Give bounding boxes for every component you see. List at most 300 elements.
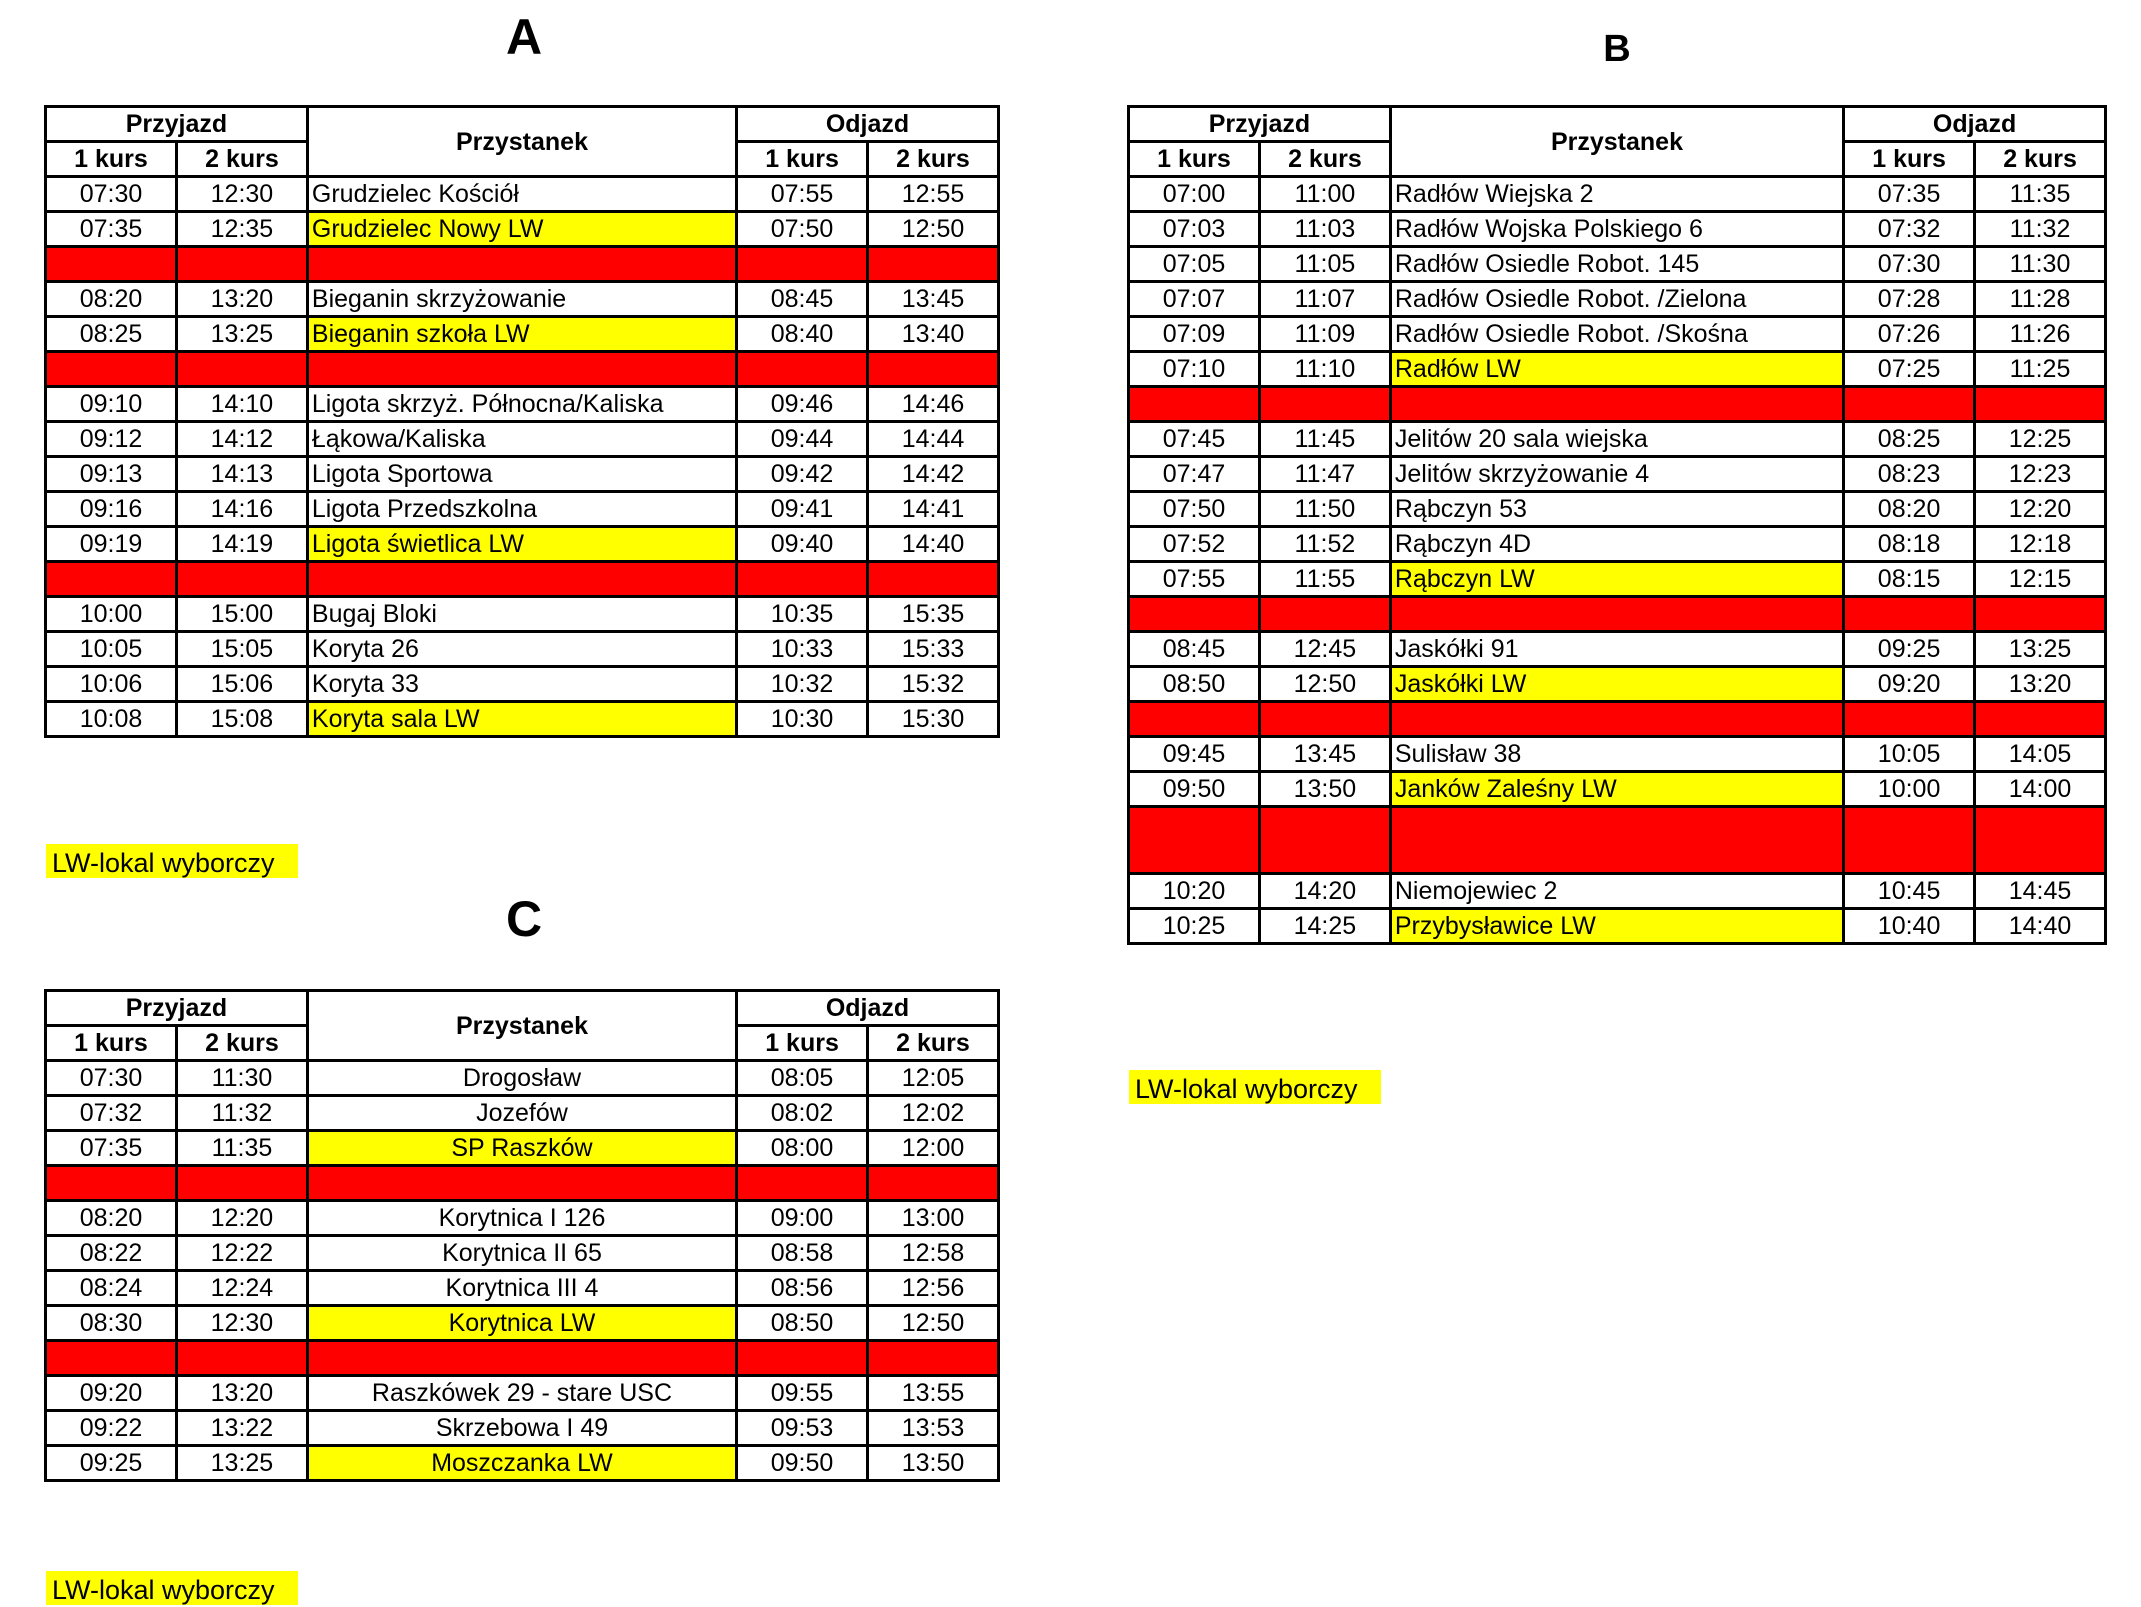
stop-name: Korytnica LW <box>307 1306 736 1341</box>
separator-row <box>1129 597 2106 632</box>
arrival-run2-time: 15:06 <box>176 667 307 702</box>
stop-name: Sulisław 38 <box>1390 737 1843 772</box>
arrival-run1-time: 07:07 <box>1129 282 1260 317</box>
stop-name: Jelitów skrzyżowanie 4 <box>1390 457 1843 492</box>
departure-run1-time: 07:30 <box>1844 247 1975 282</box>
departure-run2-time: 12:23 <box>1975 457 2106 492</box>
separator-cell <box>46 562 177 597</box>
stop-name: Ligota Sportowa <box>307 457 736 492</box>
stop-name: Korytnica II 65 <box>307 1236 736 1271</box>
arrival-run2-time: 14:25 <box>1259 909 1390 944</box>
separator-cell <box>1390 702 1843 737</box>
stop-name: Bieganin skrzyżowanie <box>307 282 736 317</box>
departure-run2-time: 14:05 <box>1975 737 2106 772</box>
stop-name: Korytnica I 126 <box>307 1201 736 1236</box>
departure-run2-time: 14:40 <box>1975 909 2106 944</box>
separator-cell <box>307 352 736 387</box>
stop-name: Radłów LW <box>1390 352 1843 387</box>
separator-row <box>1129 807 2106 874</box>
separator-cell <box>1844 702 1975 737</box>
arrival-run2-time: 14:20 <box>1259 874 1390 909</box>
departure-run1-time: 07:35 <box>1844 177 1975 212</box>
departure-run1-time: 09:20 <box>1844 667 1975 702</box>
arrival-run1-time: 09:50 <box>1129 772 1260 807</box>
departure-run2-time: 12:56 <box>868 1271 999 1306</box>
departure-run2-time: 12:25 <box>1975 422 2106 457</box>
table-row <box>46 1096 999 1131</box>
departure-run1-time: 09:42 <box>737 457 868 492</box>
departure-run1-time: 10:00 <box>1844 772 1975 807</box>
separator-cell <box>1844 807 1975 874</box>
separator-row <box>1129 387 2106 422</box>
arrival-run1-time: 09:16 <box>46 492 177 527</box>
table-row <box>46 632 999 667</box>
arrival-run1-time: 10:06 <box>46 667 177 702</box>
separator-cell <box>307 1166 736 1201</box>
table-row <box>46 1131 999 1166</box>
arrival-run1-time: 10:20 <box>1129 874 1260 909</box>
arrival-run2-time: 11:32 <box>176 1096 307 1131</box>
arrival-run2-time: 13:20 <box>176 282 307 317</box>
table-row <box>46 1236 999 1271</box>
separator-cell <box>868 352 999 387</box>
departure-run2-time: 14:44 <box>868 422 999 457</box>
departure-run2-time: 12:58 <box>868 1236 999 1271</box>
separator-cell <box>46 352 177 387</box>
table-row <box>1129 352 2106 387</box>
table-row <box>1129 737 2106 772</box>
separator-cell <box>737 562 868 597</box>
header-departure-run1: 1 kurs <box>737 1026 868 1061</box>
table-row <box>46 177 999 212</box>
arrival-run1-time: 09:10 <box>46 387 177 422</box>
arrival-run1-time: 07:52 <box>1129 527 1260 562</box>
table-row <box>1129 527 2106 562</box>
table-row <box>46 1411 999 1446</box>
stop-name: Jaskółki 91 <box>1390 632 1843 667</box>
departure-run2-time: 14:46 <box>868 387 999 422</box>
departure-run2-time: 14:42 <box>868 457 999 492</box>
departure-run2-time: 14:41 <box>868 492 999 527</box>
separator-row <box>46 1341 999 1376</box>
separator-cell <box>1975 387 2106 422</box>
arrival-run2-time: 11:09 <box>1259 317 1390 352</box>
header-arrival: Przyjazd <box>46 991 308 1026</box>
arrival-run2-time: 12:30 <box>176 177 307 212</box>
departure-run1-time: 10:40 <box>1844 909 1975 944</box>
separator-cell <box>1975 597 2106 632</box>
arrival-run2-time: 13:22 <box>176 1411 307 1446</box>
legend-polling-station-c: LW-lokal wyborczy <box>46 1571 298 1605</box>
separator-row <box>1129 702 2106 737</box>
departure-run2-time: 11:28 <box>1975 282 2106 317</box>
arrival-run1-time: 07:00 <box>1129 177 1260 212</box>
arrival-run2-time: 13:25 <box>176 1446 307 1481</box>
arrival-run2-time: 11:35 <box>176 1131 307 1166</box>
separator-cell <box>1844 387 1975 422</box>
arrival-run2-time: 14:19 <box>176 527 307 562</box>
departure-run1-time: 09:00 <box>737 1201 868 1236</box>
departure-run2-time: 12:50 <box>868 1306 999 1341</box>
departure-run2-time: 14:00 <box>1975 772 2106 807</box>
departure-run1-time: 08:56 <box>737 1271 868 1306</box>
departure-run2-time: 12:55 <box>868 177 999 212</box>
arrival-run2-time: 14:16 <box>176 492 307 527</box>
stop-name: Radłów Osiedle Robot. 145 <box>1390 247 1843 282</box>
departure-run1-time: 10:05 <box>1844 737 1975 772</box>
table-row <box>1129 667 2106 702</box>
stop-name: Łąkowa/Kaliska <box>307 422 736 457</box>
departure-run1-time: 09:40 <box>737 527 868 562</box>
departure-run1-time: 09:55 <box>737 1376 868 1411</box>
header-departure-run1: 1 kurs <box>1844 142 1975 177</box>
table-row <box>1129 632 2106 667</box>
separator-row <box>46 352 999 387</box>
stop-name: Drogosław <box>307 1061 736 1096</box>
table-row <box>46 527 999 562</box>
departure-run2-time: 11:35 <box>1975 177 2106 212</box>
arrival-run1-time: 07:10 <box>1129 352 1260 387</box>
departure-run1-time: 08:40 <box>737 317 868 352</box>
departure-run2-time: 13:40 <box>868 317 999 352</box>
stop-name: Jaskółki LW <box>1390 667 1843 702</box>
header-departure-run1: 1 kurs <box>737 142 868 177</box>
departure-run1-time: 07:55 <box>737 177 868 212</box>
timetable-a <box>44 105 1000 738</box>
stop-name: Jozefów <box>307 1096 736 1131</box>
departure-run1-time: 09:44 <box>737 422 868 457</box>
header-arrival-run1: 1 kurs <box>46 142 177 177</box>
arrival-run1-time: 07:30 <box>46 177 177 212</box>
departure-run2-time: 13:25 <box>1975 632 2106 667</box>
table-row <box>46 1446 999 1481</box>
arrival-run2-time: 12:50 <box>1259 667 1390 702</box>
table-row <box>1129 457 2106 492</box>
departure-run1-time: 07:28 <box>1844 282 1975 317</box>
separator-row <box>46 1166 999 1201</box>
separator-cell <box>1390 387 1843 422</box>
header-departure-run2: 2 kurs <box>868 142 999 177</box>
table-row <box>46 702 999 737</box>
legend-polling-station-a: LW-lokal wyborczy <box>46 844 298 878</box>
departure-run1-time: 08:02 <box>737 1096 868 1131</box>
departure-run2-time: 15:33 <box>868 632 999 667</box>
stop-name: Moszczanka LW <box>307 1446 736 1481</box>
arrival-run2-time: 12:22 <box>176 1236 307 1271</box>
timetable-c-body <box>46 1061 999 1481</box>
arrival-run2-time: 11:10 <box>1259 352 1390 387</box>
table-row <box>46 457 999 492</box>
stop-name: Radłów Wiejska 2 <box>1390 177 1843 212</box>
departure-run2-time: 12:05 <box>868 1061 999 1096</box>
arrival-run1-time: 09:20 <box>46 1376 177 1411</box>
arrival-run1-time: 07:35 <box>46 1131 177 1166</box>
header-stop: Przystanek <box>307 991 736 1061</box>
arrival-run2-time: 11:45 <box>1259 422 1390 457</box>
arrival-run2-time: 14:12 <box>176 422 307 457</box>
departure-run2-time: 12:02 <box>868 1096 999 1131</box>
separator-cell <box>46 247 177 282</box>
table-row <box>1129 909 2106 944</box>
separator-cell <box>176 352 307 387</box>
separator-cell <box>868 247 999 282</box>
departure-run2-time: 15:30 <box>868 702 999 737</box>
separator-cell <box>1390 807 1843 874</box>
arrival-run2-time: 15:08 <box>176 702 307 737</box>
arrival-run2-time: 13:45 <box>1259 737 1390 772</box>
arrival-run1-time: 07:32 <box>46 1096 177 1131</box>
separator-cell <box>1975 807 2106 874</box>
header-departure-run2: 2 kurs <box>1975 142 2106 177</box>
arrival-run1-time: 07:09 <box>1129 317 1260 352</box>
arrival-run1-time: 08:20 <box>46 1201 177 1236</box>
timetable-a-body <box>46 177 999 737</box>
arrival-run2-time: 11:50 <box>1259 492 1390 527</box>
arrival-run2-time: 14:13 <box>176 457 307 492</box>
arrival-run2-time: 12:30 <box>176 1306 307 1341</box>
timetable-c <box>44 989 1000 1482</box>
stop-name: Ligota świetlica LW <box>307 527 736 562</box>
table-row <box>46 1376 999 1411</box>
arrival-run2-time: 12:20 <box>176 1201 307 1236</box>
header-stop: Przystanek <box>1390 107 1843 177</box>
arrival-run1-time: 08:45 <box>1129 632 1260 667</box>
table-row <box>46 282 999 317</box>
stop-name: Koryta 33 <box>307 667 736 702</box>
stop-name: SP Raszków <box>307 1131 736 1166</box>
stop-name: Grudzielec Nowy LW <box>307 212 736 247</box>
departure-run2-time: 13:20 <box>1975 667 2106 702</box>
stop-name: Koryta sala LW <box>307 702 736 737</box>
departure-run1-time: 07:32 <box>1844 212 1975 247</box>
timetable-b <box>1127 105 2107 945</box>
arrival-run1-time: 10:05 <box>46 632 177 667</box>
stop-name: Jelitów 20 sala wiejska <box>1390 422 1843 457</box>
header-arrival-run1: 1 kurs <box>46 1026 177 1061</box>
arrival-run1-time: 07:03 <box>1129 212 1260 247</box>
table-row <box>1129 562 2106 597</box>
departure-run2-time: 13:00 <box>868 1201 999 1236</box>
arrival-run2-time: 11:52 <box>1259 527 1390 562</box>
stop-name: Grudzielec Kościół <box>307 177 736 212</box>
departure-run2-time: 13:50 <box>868 1446 999 1481</box>
departure-run1-time: 10:35 <box>737 597 868 632</box>
stop-name: Ligota Przedszkolna <box>307 492 736 527</box>
arrival-run1-time: 09:13 <box>46 457 177 492</box>
arrival-run1-time: 07:35 <box>46 212 177 247</box>
separator-cell <box>868 1166 999 1201</box>
separator-cell <box>176 562 307 597</box>
table-row <box>46 1061 999 1096</box>
separator-cell <box>737 1166 868 1201</box>
separator-cell <box>1259 597 1390 632</box>
table-row <box>46 1201 999 1236</box>
departure-run2-time: 12:50 <box>868 212 999 247</box>
arrival-run1-time: 09:25 <box>46 1446 177 1481</box>
departure-run2-time: 12:15 <box>1975 562 2106 597</box>
departure-run2-time: 13:55 <box>868 1376 999 1411</box>
table-row <box>46 492 999 527</box>
departure-run2-time: 14:40 <box>868 527 999 562</box>
departure-run2-time: 11:25 <box>1975 352 2106 387</box>
header-departure: Odjazd <box>737 107 999 142</box>
table-row <box>1129 492 2106 527</box>
header-arrival: Przyjazd <box>46 107 308 142</box>
table-row <box>46 667 999 702</box>
arrival-run1-time: 09:22 <box>46 1411 177 1446</box>
separator-cell <box>1844 597 1975 632</box>
departure-run1-time: 10:30 <box>737 702 868 737</box>
departure-run1-time: 09:46 <box>737 387 868 422</box>
stop-name: Rąbczyn 53 <box>1390 492 1843 527</box>
departure-run1-time: 08:05 <box>737 1061 868 1096</box>
separator-cell <box>1129 597 1260 632</box>
arrival-run2-time: 12:35 <box>176 212 307 247</box>
arrival-run2-time: 13:50 <box>1259 772 1390 807</box>
separator-cell <box>868 1341 999 1376</box>
departure-run1-time: 08:00 <box>737 1131 868 1166</box>
table-row <box>46 597 999 632</box>
departure-run2-time: 13:53 <box>868 1411 999 1446</box>
table-row <box>1129 772 2106 807</box>
arrival-run1-time: 08:50 <box>1129 667 1260 702</box>
separator-cell <box>46 1166 177 1201</box>
stop-name: Radłów Osiedle Robot. /Zielona <box>1390 282 1843 317</box>
stop-name: Skrzebowa I 49 <box>307 1411 736 1446</box>
stop-name: Radłów Osiedle Robot. /Skośna <box>1390 317 1843 352</box>
arrival-run2-time: 13:25 <box>176 317 307 352</box>
header-arrival-run2: 2 kurs <box>176 142 307 177</box>
departure-run1-time: 08:45 <box>737 282 868 317</box>
separator-cell <box>307 1341 736 1376</box>
arrival-run2-time: 12:45 <box>1259 632 1390 667</box>
arrival-run1-time: 07:55 <box>1129 562 1260 597</box>
stop-name: Raszkówek 29 - stare USC <box>307 1376 736 1411</box>
arrival-run1-time: 08:22 <box>46 1236 177 1271</box>
arrival-run1-time: 08:25 <box>46 317 177 352</box>
section-title-b: B <box>1603 28 1631 70</box>
arrival-run1-time: 08:30 <box>46 1306 177 1341</box>
stop-name: Janków Zaleśny LW <box>1390 772 1843 807</box>
arrival-run2-time: 11:55 <box>1259 562 1390 597</box>
table-row <box>46 422 999 457</box>
separator-cell <box>1259 702 1390 737</box>
arrival-run1-time: 08:20 <box>46 282 177 317</box>
header-departure: Odjazd <box>737 991 999 1026</box>
separator-cell <box>307 562 736 597</box>
table-row <box>46 1271 999 1306</box>
arrival-run2-time: 11:03 <box>1259 212 1390 247</box>
table-row <box>1129 317 2106 352</box>
departure-run2-time: 13:45 <box>868 282 999 317</box>
departure-run1-time: 08:20 <box>1844 492 1975 527</box>
departure-run1-time: 10:45 <box>1844 874 1975 909</box>
table-row <box>1129 247 2106 282</box>
header-departure-run2: 2 kurs <box>868 1026 999 1061</box>
table-row <box>1129 177 2106 212</box>
header-arrival-run2: 2 kurs <box>1259 142 1390 177</box>
arrival-run2-time: 11:30 <box>176 1061 307 1096</box>
arrival-run1-time: 08:24 <box>46 1271 177 1306</box>
arrival-run1-time: 07:47 <box>1129 457 1260 492</box>
separator-cell <box>1129 702 1260 737</box>
departure-run1-time: 08:25 <box>1844 422 1975 457</box>
arrival-run1-time: 09:12 <box>46 422 177 457</box>
separator-cell <box>1129 807 1260 874</box>
arrival-run2-time: 11:47 <box>1259 457 1390 492</box>
departure-run1-time: 10:33 <box>737 632 868 667</box>
arrival-run1-time: 09:45 <box>1129 737 1260 772</box>
stop-name: Radłów Wojska Polskiego 6 <box>1390 212 1843 247</box>
table-row <box>46 212 999 247</box>
departure-run1-time: 08:58 <box>737 1236 868 1271</box>
separator-cell <box>1259 387 1390 422</box>
departure-run1-time: 08:50 <box>737 1306 868 1341</box>
departure-run2-time: 14:45 <box>1975 874 2106 909</box>
arrival-run1-time: 07:50 <box>1129 492 1260 527</box>
separator-cell <box>46 1341 177 1376</box>
departure-run1-time: 08:15 <box>1844 562 1975 597</box>
arrival-run1-time: 09:19 <box>46 527 177 562</box>
header-departure: Odjazd <box>1844 107 2106 142</box>
table-row <box>46 1306 999 1341</box>
section-title-c: C <box>505 891 543 947</box>
departure-run2-time: 11:32 <box>1975 212 2106 247</box>
arrival-run2-time: 15:00 <box>176 597 307 632</box>
separator-cell <box>868 562 999 597</box>
departure-run1-time: 07:50 <box>737 212 868 247</box>
separator-cell <box>1975 702 2106 737</box>
header-arrival-run1: 1 kurs <box>1129 142 1260 177</box>
arrival-run1-time: 10:00 <box>46 597 177 632</box>
separator-cell <box>176 1166 307 1201</box>
arrival-run1-time: 07:05 <box>1129 247 1260 282</box>
stop-name: Bugaj Bloki <box>307 597 736 632</box>
arrival-run2-time: 11:00 <box>1259 177 1390 212</box>
departure-run1-time: 10:32 <box>737 667 868 702</box>
separator-cell <box>1390 597 1843 632</box>
departure-run2-time: 12:20 <box>1975 492 2106 527</box>
separator-cell <box>307 247 736 282</box>
departure-run1-time: 09:25 <box>1844 632 1975 667</box>
departure-run1-time: 09:41 <box>737 492 868 527</box>
separator-cell <box>737 352 868 387</box>
stop-name: Niemojewiec 2 <box>1390 874 1843 909</box>
separator-row <box>46 562 999 597</box>
header-stop: Przystanek <box>307 107 736 177</box>
separator-cell <box>176 1341 307 1376</box>
departure-run2-time: 15:32 <box>868 667 999 702</box>
timetable-b-body <box>1129 177 2106 944</box>
arrival-run2-time: 11:07 <box>1259 282 1390 317</box>
header-arrival-run2: 2 kurs <box>176 1026 307 1061</box>
table-row <box>1129 282 2106 317</box>
arrival-run1-time: 10:25 <box>1129 909 1260 944</box>
separator-cell <box>176 247 307 282</box>
stop-name: Koryta 26 <box>307 632 736 667</box>
legend-polling-station-b: LW-lokal wyborczy <box>1129 1070 1381 1104</box>
departure-run2-time: 12:00 <box>868 1131 999 1166</box>
table-row <box>1129 874 2106 909</box>
stop-name: Rąbczyn 4D <box>1390 527 1843 562</box>
separator-cell <box>1259 807 1390 874</box>
arrival-run1-time: 10:08 <box>46 702 177 737</box>
arrival-run1-time: 07:30 <box>46 1061 177 1096</box>
arrival-run2-time: 11:05 <box>1259 247 1390 282</box>
arrival-run2-time: 12:24 <box>176 1271 307 1306</box>
arrival-run2-time: 13:20 <box>176 1376 307 1411</box>
stop-name: Ligota skrzyż. Północna/Kaliska <box>307 387 736 422</box>
